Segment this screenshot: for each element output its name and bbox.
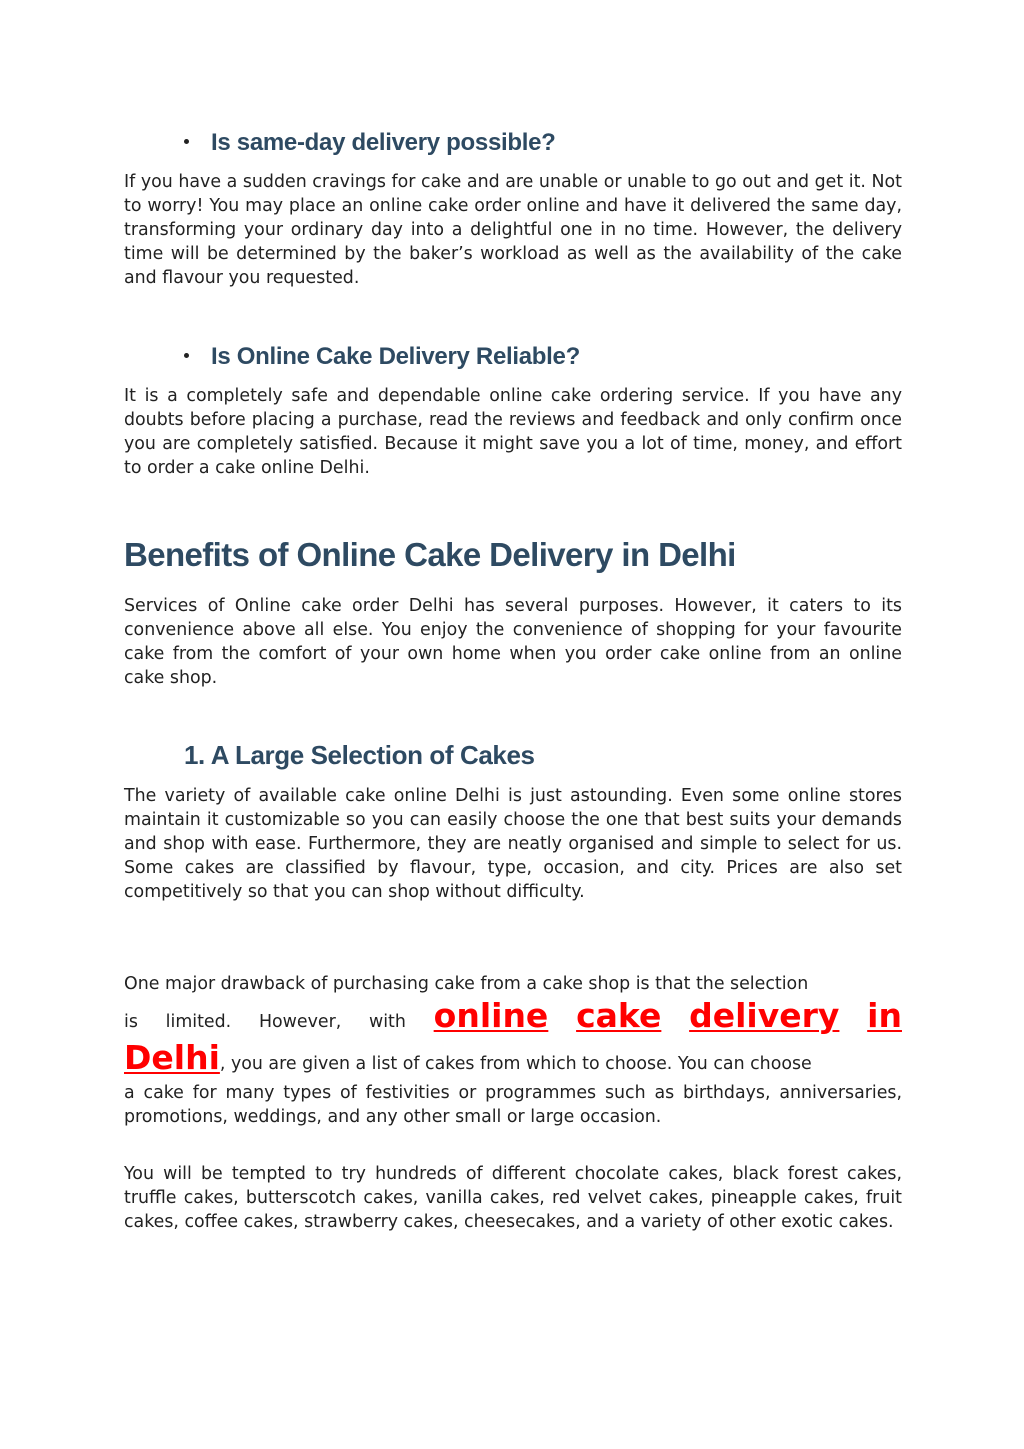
bullet-icon bbox=[184, 353, 189, 358]
selection-p2-line-1: One major drawback of purchasing cake from a cake shop is that the selection bbox=[124, 974, 809, 994]
bullet-icon bbox=[184, 139, 189, 144]
p2-after-link: , you are given a list of cakes from which to choose. You can choose bbox=[219, 1054, 812, 1074]
online-cake-delivery-link-word[interactable]: in bbox=[867, 996, 902, 1035]
p2-word: is bbox=[124, 1012, 138, 1032]
selection-paragraph-3: You will be tempted to try hundreds of different chocolate cakes, black forest cakes, truffle cakes, butterscotch cakes, vanilla cakes, red velvet cakes, pineapple cakes, fruit cakes, coffee cakes, strawberry cakes, cheesecakes, and a variety of other exotic cakes. bbox=[124, 1164, 902, 1232]
faq-heading-text: Is Online Cake Delivery Reliable? bbox=[211, 343, 580, 370]
online-cake-delivery-link-word[interactable]: online bbox=[433, 996, 549, 1035]
benefits-intro-paragraph: Services of Online cake order Delhi has several purposes. However, it caters to its convenience above all else. You enjoy the convenience of shopping for your favourite cake from the comfort of your own home when you order cake online from an online cake shop. bbox=[124, 596, 902, 688]
p2-word: limited. bbox=[165, 1012, 232, 1032]
selection-p2-rest: a cake for many types of festivities or programmes such as birthdays, anniversaries, promotions, weddings, and any other small or large occasion. bbox=[124, 1083, 902, 1127]
faq-heading-text: Is same-day delivery possible? bbox=[211, 129, 556, 156]
selection-p2-line-3 bbox=[124, 1038, 902, 1077]
online-cake-delivery-link-word[interactable]: cake bbox=[576, 996, 662, 1035]
faq-heading-same-day bbox=[184, 129, 556, 157]
online-cake-delivery-link-word[interactable]: Delhi bbox=[124, 1038, 220, 1077]
p2-word: However, bbox=[258, 1012, 342, 1032]
online-cake-delivery-link-word[interactable]: delivery bbox=[689, 996, 840, 1035]
p2-word: with bbox=[369, 1012, 406, 1032]
selection-paragraph-1: The variety of available cake online Delhi is just astounding. Even some online stores maintain it customizable so you can easily choose the one that best suits your demands and shop with ease. Furthermore, they are neatly organised and simple to select for us. Some cakes are classified by flavour, type, occasion, and city. Prices are also set competitively so that you can shop without difficulty. bbox=[124, 786, 902, 902]
same-day-paragraph: If you have a sudden cravings for cake and are unable or unable to go out and get it. Not to worry! You may place an online cake order online and have it delivered the same day, transforming your ordinary day into a delightful one in no time. However, the delivery time will be determined by the baker’s workload as well as the availability of the cake and flavour you requested. bbox=[124, 172, 902, 288]
reliable-paragraph: It is a completely safe and dependable online cake ordering service. If you have any doubts before placing a purchase, read the reviews and feedback and only confirm once you are completely satisfied. Because it might save you a lot of time, money, and effort to order a cake online Delhi. bbox=[124, 386, 902, 478]
benefits-heading: Benefits of Online Cake Delivery in Delhi bbox=[124, 536, 736, 573]
faq-heading-reliable bbox=[184, 343, 580, 371]
selection-p2-line-2 bbox=[124, 996, 902, 1036]
selection-heading: 1. A Large Selection of Cakes bbox=[184, 740, 535, 770]
